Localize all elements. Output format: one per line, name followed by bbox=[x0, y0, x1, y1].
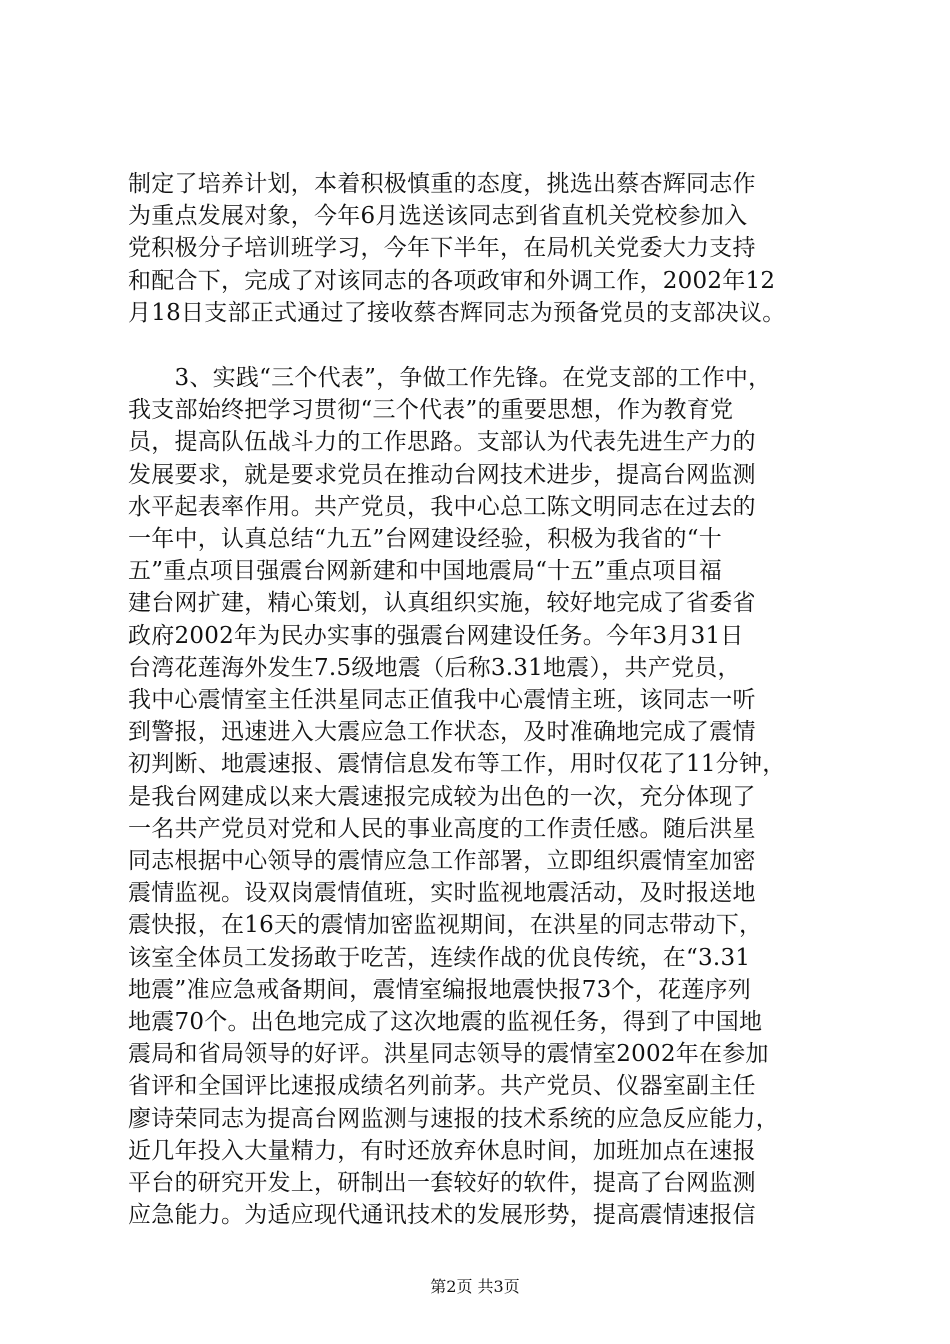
text-line: 一名共产党员对党和人民的事业高度的工作责任感。随后洪星 bbox=[128, 815, 756, 842]
text-line: 发展要求，就是要求党员在推动台网技术进步，提高台网监测 bbox=[128, 461, 756, 488]
text-line: 为重点发展对象，今年6月选送该同志到省直机关党校参加入 bbox=[128, 203, 748, 230]
page-footer bbox=[0, 1274, 950, 1297]
text-line: 地震”准应急戒备期间，震情室编报地震快报73个，花莲序列 bbox=[128, 976, 752, 1003]
text-line: 台湾花莲海外发生7.5级地震（后称3.31地震），共产党员， bbox=[128, 654, 741, 681]
paragraph-three-represents bbox=[128, 362, 828, 1231]
text-line: 省评和全国评比速报成绩名列前茅。共产党员、仪器室副主任 bbox=[128, 1073, 756, 1100]
text-line: 我中心震情室主任洪星同志正值我中心震情主班，该同志一听 bbox=[128, 687, 756, 714]
text-line: 一年中，认真总结“九五”台网建设经验，积极为我省的“十 bbox=[128, 526, 723, 553]
text-line: 近几年投入大量精力，有时还放弃休息时间，加班加点在速报 bbox=[128, 1137, 756, 1164]
text-line: 震情监视。设双岗震情值班，实时监视地震活动，及时报送地 bbox=[128, 880, 756, 907]
text-line: 我支部始终把学习贯彻“三个代表”的重要思想，作为教育党 bbox=[128, 397, 734, 424]
text-line: 五”重点项目强震台网新建和中国地震局“十五”重点项目福 bbox=[128, 558, 723, 585]
text-line: 震局和省局领导的好评。洪星同志领导的震情室2002年在参加 bbox=[128, 1041, 769, 1068]
text-line: 3、实践“三个代表”，争做工作先锋。在党支部的工作中， bbox=[128, 365, 772, 391]
text-line: 廖诗荣同志为提高台网监测与速报的技术系统的应急反应能力， bbox=[128, 1105, 779, 1132]
text-line: 地震70个。出色地完成了这次地震的监视任务，得到了中国地 bbox=[128, 1009, 763, 1036]
text-line: 震快报，在16天的震情加密监视期间，在洪星的同志带动下， bbox=[128, 912, 763, 939]
text-line: 是我台网建成以来大震速报完成较为出色的一次，充分体现了 bbox=[128, 783, 756, 810]
text-line: 平台的研究开发上，研制出一套较好的软件，提高了台网监测 bbox=[128, 1170, 756, 1197]
text-line: 员，提高队伍战斗力的工作思路。支部认为代表先进生产力的 bbox=[128, 429, 756, 456]
text-line: 应急能力。为适应现代通讯技术的发展形势，提高震情速报信 bbox=[128, 1202, 756, 1229]
text-line: 制定了培养计划，本着积极慎重的态度，挑选出蔡杏辉同志作 bbox=[128, 171, 756, 197]
text-line: 水平起表率作用。共产党员，我中心总工陈文明同志在过去的 bbox=[128, 493, 756, 520]
text-line: 月18日支部正式通过了接收蔡杏辉同志为预备党员的支部决议。 bbox=[128, 299, 786, 326]
text-line: 初判断、地震速报、震情信息发布等工作，用时仅花了11分钟， bbox=[128, 751, 786, 778]
text-line: 到警报，迅速进入大震应急工作状态，及时准确地完成了震情 bbox=[128, 719, 756, 746]
text-line: 和配合下，完成了对该同志的各项政审和外调工作，2002年12 bbox=[128, 267, 776, 294]
text-line: 建台网扩建，精心策划，认真组织实施，较好地完成了省委省 bbox=[128, 590, 756, 617]
text-line: 党积极分子培训班学习，今年下半年，在局机关党委大力支持 bbox=[128, 235, 756, 262]
text-line: 该室全体员工发扬敢于吃苦，连续作战的优良传统，在“3.31 bbox=[128, 944, 751, 971]
text-line: 政府2002年为民办实事的强震台网建设任务。今年3月31日 bbox=[128, 622, 744, 649]
paragraph-cultivation-plan bbox=[128, 168, 828, 329]
text-line: 同志根据中心领导的震情应急工作部署，立即组织震情室加密 bbox=[128, 848, 756, 875]
page-number: 第2页 共3页 bbox=[430, 1277, 520, 1296]
